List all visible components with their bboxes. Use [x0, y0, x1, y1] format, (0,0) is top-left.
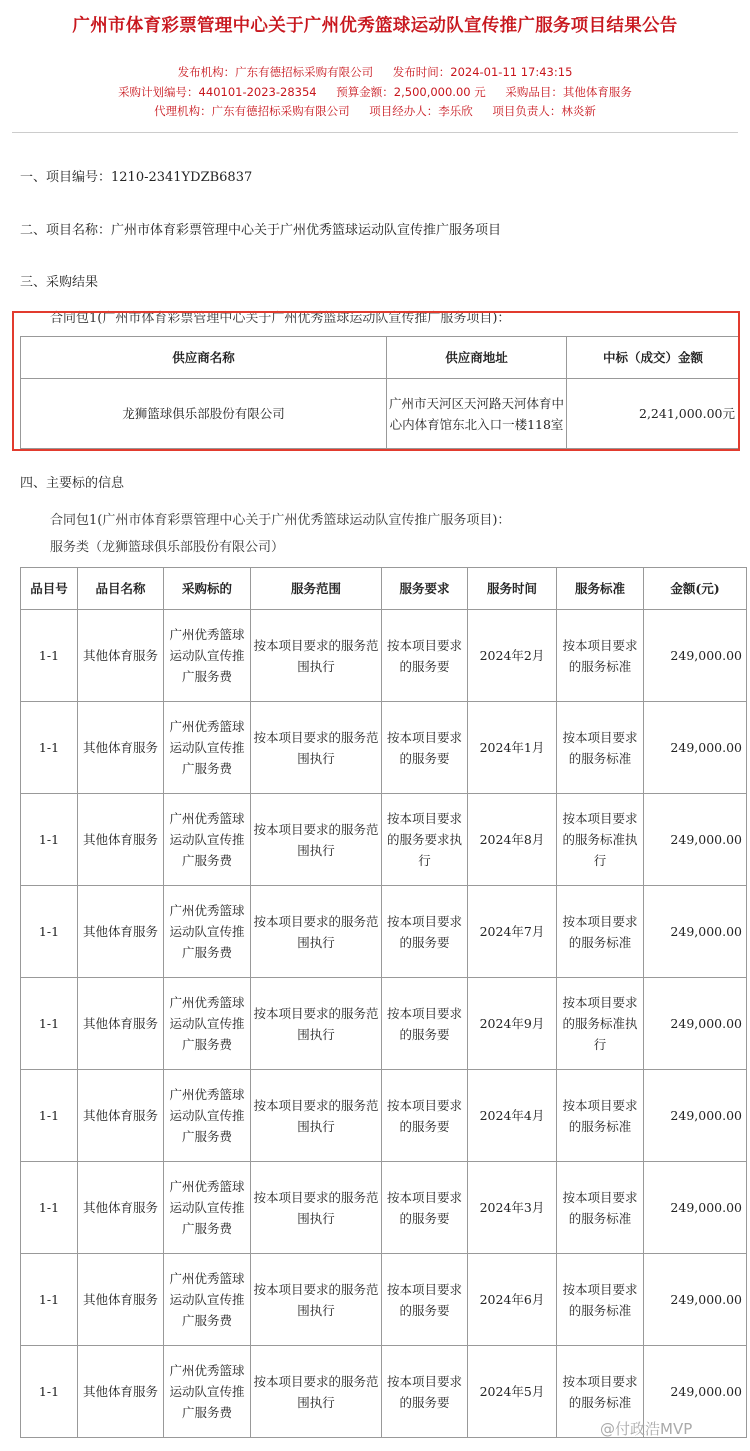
item-requirement: 按本项目要求的服务要 — [382, 610, 468, 702]
item-requirement: 按本项目要求的服务要 — [382, 978, 468, 1070]
item-time: 2024年7月 — [468, 886, 557, 978]
table-row — [21, 978, 747, 1070]
item-scope: 按本项目要求的服务范围执行 — [251, 794, 382, 886]
item-name: 其他体育服务 — [78, 1346, 164, 1438]
leader: 项目负责人：林炎新 — [492, 104, 596, 118]
award-amount: 2,241,000.00元 — [567, 379, 740, 449]
item-requirement: 按本项目要求的服务要求执行 — [382, 794, 468, 886]
item-amount: 249,000.00 — [644, 794, 747, 886]
header-standard: 服务标准 — [557, 568, 644, 610]
item-no: 1-1 — [21, 886, 78, 978]
section-project-name: 二、项目名称：广州市体育彩票管理中心关于广州优秀篮球运动队宣传推广服务项目 — [20, 223, 502, 238]
item-scope: 按本项目要求的服务范围执行 — [251, 886, 382, 978]
table-row — [21, 1070, 747, 1162]
item-scope: 按本项目要求的服务范围执行 — [251, 702, 382, 794]
item-no: 1-1 — [21, 978, 78, 1070]
item-standard: 按本项目要求的服务标准执行 — [557, 978, 644, 1070]
item-time: 2024年9月 — [468, 978, 557, 1070]
item-amount: 249,000.00 — [644, 1070, 747, 1162]
budget: 预算金额：2,500,000.00 元 — [336, 85, 486, 99]
item-name: 其他体育服务 — [78, 886, 164, 978]
item-scope: 按本项目要求的服务范围执行 — [251, 1162, 382, 1254]
header-supplier-name: 供应商名称 — [21, 337, 387, 379]
table-row — [21, 794, 747, 886]
watermark: @付政浩MVP — [600, 1420, 693, 1438]
header-amount: 金额(元) — [644, 568, 747, 610]
result-package-label: 合同包1(广州市体育彩票管理中心关于广州优秀篮球运动队宣传推广服务项目)： — [50, 311, 511, 326]
section-project-number: 一、项目编号：1210-2341YDZB6837 — [20, 170, 253, 185]
item-target: 广州优秀篮球运动队宣传推广服务费 — [164, 702, 251, 794]
item-no: 1-1 — [21, 1070, 78, 1162]
header-item-name: 品目名称 — [78, 568, 164, 610]
item-name: 其他体育服务 — [78, 1162, 164, 1254]
item-amount: 249,000.00 — [644, 1346, 747, 1438]
header-amount: 中标（成交）金额 — [567, 337, 740, 379]
item-standard: 按本项目要求的服务标准 — [557, 702, 644, 794]
header-target: 采购标的 — [164, 568, 251, 610]
item-target: 广州优秀篮球运动队宣传推广服务费 — [164, 1162, 251, 1254]
item-no: 1-1 — [21, 610, 78, 702]
meta-line-3 — [0, 103, 750, 119]
item-scope: 按本项目要求的服务范围执行 — [251, 978, 382, 1070]
agency: 代理机构：广东有德招标采购有限公司 — [154, 104, 350, 118]
item-standard: 按本项目要求的服务标准 — [557, 610, 644, 702]
item-no: 1-1 — [21, 702, 78, 794]
item-target: 广州优秀篮球运动队宣传推广服务费 — [164, 610, 251, 702]
handler: 项目经办人：李乐欣 — [369, 104, 473, 118]
item-time: 2024年2月 — [468, 610, 557, 702]
item-amount: 249,000.00 — [644, 886, 747, 978]
item-scope: 按本项目要求的服务范围执行 — [251, 610, 382, 702]
header-item-no: 品目号 — [21, 568, 78, 610]
item-name: 其他体育服务 — [78, 794, 164, 886]
publisher: 发布机构：广东有德招标采购有限公司 — [177, 65, 374, 79]
items-table — [20, 567, 747, 1438]
table-row — [21, 610, 747, 702]
item-scope: 按本项目要求的服务范围执行 — [251, 1254, 382, 1346]
table-row — [21, 702, 747, 794]
item-requirement: 按本项目要求的服务要 — [382, 886, 468, 978]
section-result: 三、采购结果 — [20, 275, 99, 290]
highlight-box — [12, 311, 740, 451]
item-amount: 249,000.00 — [644, 702, 747, 794]
item-time: 2024年5月 — [468, 1346, 557, 1438]
item-requirement: 按本项目要求的服务要 — [382, 1254, 468, 1346]
items-package-label: 合同包1(广州市体育彩票管理中心关于广州优秀篮球运动队宣传推广服务项目)： — [50, 513, 511, 528]
category: 采购品目：其他体育服务 — [505, 85, 632, 99]
item-amount: 249,000.00 — [644, 978, 747, 1070]
item-target: 广州优秀篮球运动队宣传推广服务费 — [164, 794, 251, 886]
item-standard: 按本项目要求的服务标准 — [557, 1346, 644, 1438]
item-time: 2024年6月 — [468, 1254, 557, 1346]
header-supplier-address: 供应商地址 — [387, 337, 567, 379]
supplier-address: 广州市天河区天河路天河体育中心内体育馆东北入口一楼118室 — [387, 379, 567, 449]
item-time: 2024年3月 — [468, 1162, 557, 1254]
item-requirement: 按本项目要求的服务要 — [382, 702, 468, 794]
items-service-label: 服务类（龙狮篮球俱乐部股份有限公司） — [50, 540, 285, 555]
item-target: 广州优秀篮球运动队宣传推广服务费 — [164, 1070, 251, 1162]
item-scope: 按本项目要求的服务范围执行 — [251, 1070, 382, 1162]
item-target: 广州优秀篮球运动队宣传推广服务费 — [164, 1346, 251, 1438]
header-scope: 服务范围 — [251, 568, 382, 610]
item-standard: 按本项目要求的服务标准执行 — [557, 794, 644, 886]
item-requirement: 按本项目要求的服务要 — [382, 1346, 468, 1438]
item-amount: 249,000.00 — [644, 610, 747, 702]
meta-line-1 — [0, 64, 750, 80]
publish-time: 发布时间：2024-01-11 17:43:15 — [392, 65, 573, 79]
header-requirement: 服务要求 — [382, 568, 468, 610]
item-amount: 249,000.00 — [644, 1254, 747, 1346]
page-title: 广州市体育彩票管理中心关于广州优秀篮球运动队宣传推广服务项目结果公告 — [72, 16, 678, 36]
meta-line-2 — [0, 84, 750, 100]
item-time: 2024年4月 — [468, 1070, 557, 1162]
item-requirement: 按本项目要求的服务要 — [382, 1162, 468, 1254]
item-no: 1-1 — [21, 1162, 78, 1254]
item-target: 广州优秀篮球运动队宣传推广服务费 — [164, 1254, 251, 1346]
item-no: 1-1 — [21, 794, 78, 886]
item-time: 2024年8月 — [468, 794, 557, 886]
section-main-items: 四、主要标的信息 — [20, 476, 125, 491]
table-row — [21, 1162, 747, 1254]
item-no: 1-1 — [21, 1346, 78, 1438]
item-name: 其他体育服务 — [78, 610, 164, 702]
plan-number: 采购计划编号：440101-2023-28354 — [118, 85, 317, 99]
item-name: 其他体育服务 — [78, 702, 164, 794]
item-scope: 按本项目要求的服务范围执行 — [251, 1346, 382, 1438]
item-requirement: 按本项目要求的服务要 — [382, 1070, 468, 1162]
table-row — [21, 1254, 747, 1346]
item-target: 广州优秀篮球运动队宣传推广服务费 — [164, 978, 251, 1070]
item-time: 2024年1月 — [468, 702, 557, 794]
item-standard: 按本项目要求的服务标准 — [557, 1070, 644, 1162]
supplier-name: 龙狮篮球俱乐部股份有限公司 — [21, 379, 387, 449]
item-target: 广州优秀篮球运动队宣传推广服务费 — [164, 886, 251, 978]
item-name: 其他体育服务 — [78, 978, 164, 1070]
item-standard: 按本项目要求的服务标准 — [557, 886, 644, 978]
item-standard: 按本项目要求的服务标准 — [557, 1162, 644, 1254]
item-amount: 249,000.00 — [644, 1162, 747, 1254]
table-row — [21, 886, 747, 978]
item-no: 1-1 — [21, 1254, 78, 1346]
item-name: 其他体育服务 — [78, 1070, 164, 1162]
items-table-header — [21, 568, 747, 610]
item-name: 其他体育服务 — [78, 1254, 164, 1346]
item-standard: 按本项目要求的服务标准 — [557, 1254, 644, 1346]
divider — [12, 132, 738, 133]
header-time: 服务时间 — [468, 568, 557, 610]
